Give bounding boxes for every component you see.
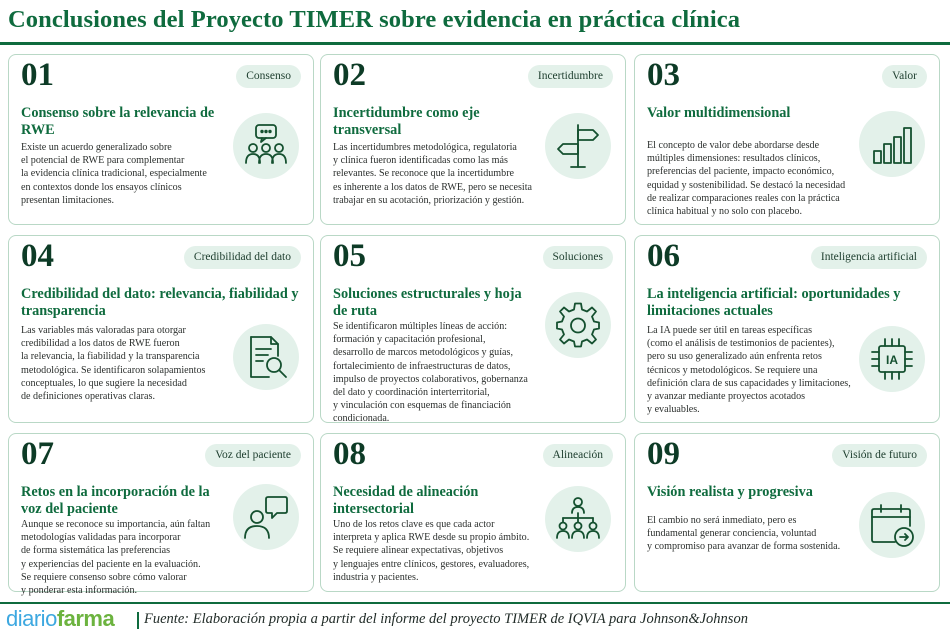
card-number: 03 <box>647 57 680 93</box>
card-heading: Soluciones estructurales y hoja de ruta <box>333 286 522 319</box>
ai-chip-label: IA <box>886 353 898 367</box>
card-heading: Consenso sobre la relevancia de RWE <box>21 105 215 138</box>
calendar-arrow-icon <box>859 492 925 558</box>
people-chat-icon <box>233 113 299 179</box>
title-divider <box>0 42 950 45</box>
card-body: Las incertidumbres metodológica, regulatoria y clínica fueron identificadas como las más relevantes. Se reconoce que la incertidumbre es inherente a los datos de RWE, pero se necesita trabajar en su acotación, priorización y gestión. <box>333 142 533 206</box>
card-incertidumbre <box>320 54 626 225</box>
card-tag: Credibilidad del dato <box>184 246 301 269</box>
card-valor <box>634 54 940 225</box>
document-search-icon <box>233 324 299 390</box>
card-soluciones <box>320 235 626 423</box>
card-heading: Credibilidad del dato: relevancia, fiabilidad y transparencia <box>21 286 299 319</box>
card-voz-paciente <box>8 433 314 597</box>
footer-separator <box>137 612 139 629</box>
card-number: 06 <box>647 238 680 274</box>
card-body: Se identificaron múltiples líneas de acción: formación y capacitación profesional, desarrollo de marcos metodológicos y guías, fortalecimiento de infraestructuras de datos, impulso de proyectos colaborativos, gobernanza del dato y coordinación interterritorial, y vinculación con esquemas de financiación condicionada. <box>333 321 528 425</box>
brand-part-2: farma <box>56 606 115 631</box>
card-tag: Soluciones <box>543 246 613 269</box>
card-heading: Retos en la incorporación de la voz del paciente <box>21 484 210 517</box>
card-consenso <box>8 54 314 225</box>
signpost-icon <box>545 113 611 179</box>
card-vision-futuro <box>634 433 940 592</box>
card-body: Las variables más valoradas para otorgar credibilidad a los datos de RWE fueron la relevancia, la fiabilidad y la transparencia metodológica. Se identificaron solapamientos conceptuales, lo que sugiere la necesidad de definiciones operativas claras. <box>21 325 206 403</box>
brand-part-1: diario <box>6 606 57 631</box>
card-heading: Incertidumbre como eje transversal <box>333 105 480 138</box>
card-heading: Valor multidimensional <box>647 105 791 121</box>
card-tag: Voz del paciente <box>205 444 301 467</box>
card-number: 07 <box>21 436 54 472</box>
card-alineacion <box>320 433 626 592</box>
ai-chip-icon <box>859 326 925 392</box>
card-credibilidad <box>8 235 314 423</box>
page-title: Conclusiones del Proyecto TIMER sobre evidencia en práctica clínica <box>8 6 741 33</box>
card-tag: Inteligencia artificial <box>811 246 927 269</box>
card-tag: Visión de futuro <box>832 444 927 467</box>
card-tag: Valor <box>882 65 927 88</box>
card-heading: Necesidad de alineación intersectorial <box>333 484 479 517</box>
diariofarma-logo <box>6 606 114 632</box>
card-tag: Incertidumbre <box>528 65 613 88</box>
card-number: 08 <box>333 436 366 472</box>
card-inteligencia-artificial <box>634 235 940 423</box>
card-body: El cambio no será inmediato, pero es fundamental generar conciencia, voluntad y compromiso para avanzar de forma sostenida. <box>647 515 841 553</box>
card-body: Existe un acuerdo generalizado sobre el potencial de RWE para complementar la evidencia clínica tradicional, especialmente en contextos donde los ensayos clínicos presentan limitaciones. <box>21 142 207 206</box>
network-people-icon <box>545 486 611 552</box>
card-number: 04 <box>21 238 54 274</box>
bar-chart-icon <box>859 111 925 177</box>
card-body: El concepto de valor debe abordarse desde múltiples dimensiones: resultados clínicos, preferencias del paciente, impacto económico, equidad y sostenibilidad. Se destacó la necesidad de realizar comparaciones reales con la práctica clínica habitual y no solo con placebo. <box>647 140 846 218</box>
card-heading: Visión realista y progresiva <box>647 484 813 500</box>
card-tag: Consenso <box>236 65 301 88</box>
card-body: Aunque se reconoce su importancia, aún faltan metodologías validadas para incorporar de forma sistemática las preferencias y experiencias del paciente en la evaluación. Se requiere consenso sobre cómo valorar y ponderar esta información. <box>21 519 211 597</box>
source-note: Fuente: Elaboración propia a partir del informe del proyecto TIMER de IQVIA para Johnson&Johnson <box>144 611 748 627</box>
card-body: Uno de los retos clave es que cada actor interpreta y aplica RWE desde su propio ámbito. Se requiere alinear expectativas, objetivos y lenguajes entre clínicos, gestores, evaluadores, industria y pacientes. <box>333 519 530 583</box>
gear-icon <box>545 292 611 358</box>
card-number: 05 <box>333 238 366 274</box>
card-number: 02 <box>333 57 366 93</box>
footer-divider <box>0 602 950 604</box>
card-number: 01 <box>21 57 54 93</box>
card-heading: La inteligencia artificial: oportunidades y limitaciones actuales <box>647 286 901 319</box>
person-speech-icon <box>233 484 299 550</box>
card-body: La IA puede ser útil en tareas específicas (como el análisis de testimonios de pacientes), pero su uso generalizado aún enfrenta retos técnicos y metodológicos. Se requiere una definición clara de sus capacidades y limitaciones, y avanzar mediante proyectos acotados y evaluables. <box>647 325 851 416</box>
card-number: 09 <box>647 436 680 472</box>
card-tag: Alineación <box>543 444 613 467</box>
